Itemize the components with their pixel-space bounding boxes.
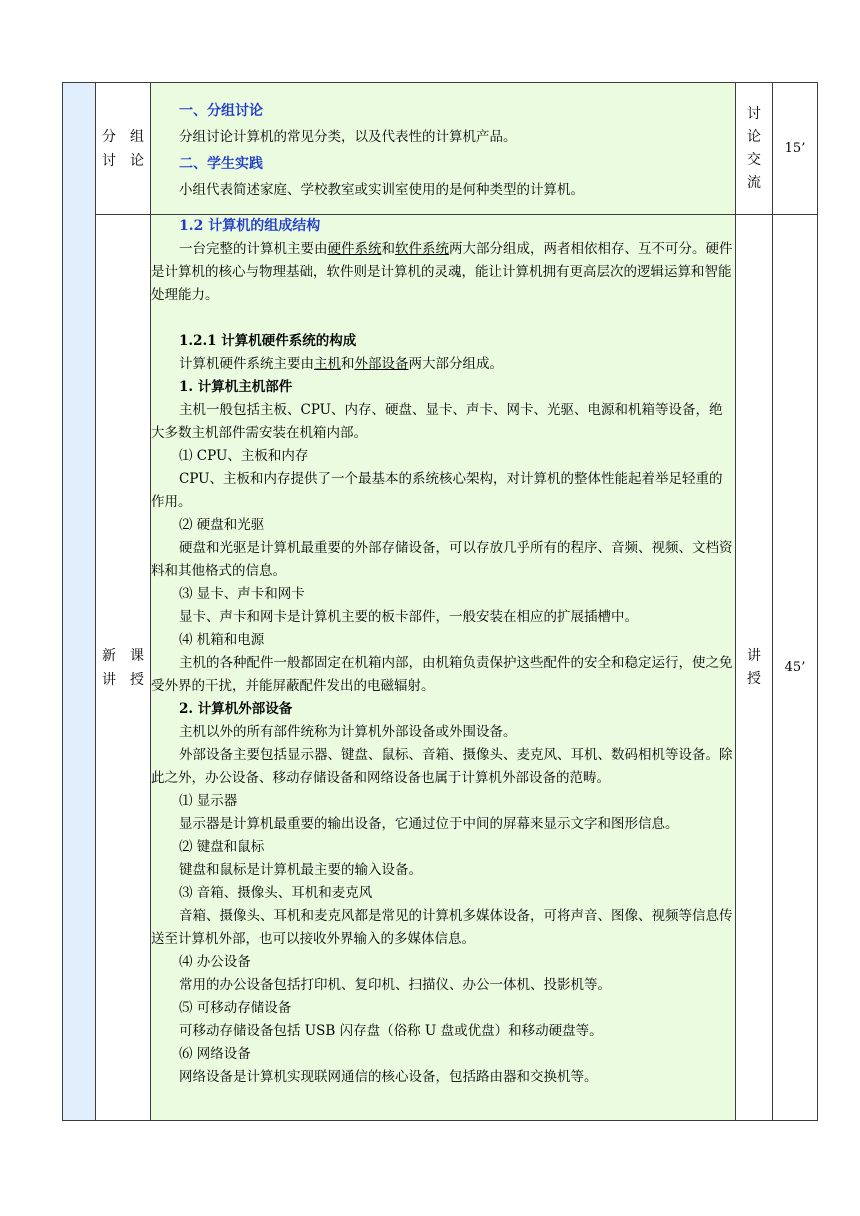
stage-label-line: 讲 授 xyxy=(102,671,144,688)
underlined-term: 外部设备 xyxy=(354,356,409,372)
paragraph: 硬盘和光驱是计算机最重要的外部存储设备，可以存放几乎所有的程序、音频、视频、文档资料和其他格式的信息。 xyxy=(151,540,733,579)
paragraph: 可移动存储设备包括 USB 闪存盘（俗称 U 盘或优盘）和移动硬盘等。 xyxy=(179,1023,603,1039)
part-title: 1. 计算机主机部件 xyxy=(179,379,293,395)
subsection-title: 1.2.1 计算机硬件系统的构成 xyxy=(179,333,357,349)
stage-label-cell xyxy=(96,83,151,215)
stage-label-line: 分 组 xyxy=(102,128,144,145)
item-title: ⑶ 音箱、摄像头、耳机和麦克风 xyxy=(179,885,373,901)
underlined-term: 软件系统 xyxy=(395,241,449,257)
paragraph: 外部设备主要包括显示器、键盘、鼠标、音箱、摄像头、麦克风、耳机、数码相机等设备。除此之外，办公设备、移动存储设备和网络设备也属于计算机外部设备的范畴。 xyxy=(151,747,733,786)
text-run: 两大部分组成，两者相依相存、互不可分。硬件是计算机的核心与物理基础，软件则是计算机的灵魂，能让计算机拥有更高层次的逻辑运算和智能处理能力。 xyxy=(151,241,733,303)
text-run: 计算机硬件系统主要由 xyxy=(179,356,314,372)
method-char: 授 xyxy=(747,670,761,687)
time-cell: 15’ xyxy=(773,83,818,215)
item-title: ⑵ 硬盘和光驱 xyxy=(179,517,265,533)
paragraph: 小组代表简述家庭、学校教室或实训室使用的是何种类型的计算机。 xyxy=(179,181,584,198)
text-run: 两大部分组成。 xyxy=(408,356,503,372)
text-run: 和 xyxy=(341,356,355,372)
paragraph: 主机一般包括主板、CPU、内存、硬盘、显卡、声卡、网卡、光驱、电源和机箱等设备，绝大多数主机部件需安装在机箱内部。 xyxy=(151,402,723,441)
item-title: ⑵ 键盘和鼠标 xyxy=(179,839,265,855)
method-char: 交 xyxy=(747,151,761,168)
paragraph: 常用的办公设备包括打印机、复印机、扫描仪、办公一体机、投影机等。 xyxy=(179,977,611,993)
method-cell xyxy=(736,83,773,215)
paragraph: 键盘和鼠标是计算机最主要的输入设备。 xyxy=(179,862,422,878)
item-title: ⑶ 显卡、声卡和网卡 xyxy=(179,586,305,602)
item-title: ⑸ 可移动存储设备 xyxy=(179,1000,292,1016)
underlined-term: 主机 xyxy=(314,356,341,372)
time-cell: 45’ xyxy=(773,215,818,1121)
content-cell xyxy=(151,83,736,215)
section-heading: 一、分组讨论 xyxy=(179,102,263,119)
text-run: 一台完整的计算机主要由 xyxy=(179,241,328,257)
paragraph: 音箱、摄像头、耳机和麦克风都是常见的计算机多媒体设备，可将声音、图像、视频等信息传送至计算机外部，也可以接收外界输入的多媒体信息。 xyxy=(151,908,733,947)
paragraph xyxy=(151,353,735,376)
stage-label-line: 讨 论 xyxy=(102,152,144,169)
paragraph: 显示器是计算机最重要的输出设备，它通过位于中间的屏幕来显示文字和图形信息。 xyxy=(179,816,679,832)
paragraph: 主机的各种配件一般都固定在机箱内部，由机箱负责保护这些配件的安全和稳定运行，使之免受外界的干扰，并能屏蔽配件发出的电磁辐射。 xyxy=(151,655,733,694)
method-char: 讨 xyxy=(747,105,761,122)
method-char: 讲 xyxy=(747,647,761,664)
lesson-plan-table xyxy=(62,82,818,1121)
method-char: 流 xyxy=(747,174,761,191)
paragraph: 分组讨论计算机的常见分类，以及代表性的计算机产品。 xyxy=(179,128,517,145)
paragraph: CPU、主板和内存提供了一个最基本的系统核心架构，对计算机的整体性能起着举足轻重的作用。 xyxy=(151,471,723,510)
stage-label-line: 新 课 xyxy=(102,647,144,664)
paragraph: 主机以外的所有部件统称为计算机外部设备或外围设备。 xyxy=(179,724,517,740)
intro-paragraph xyxy=(151,238,735,307)
paragraph: 显卡、声卡和网卡是计算机主要的板卡部件，一般安装在相应的扩展插槽中。 xyxy=(179,609,638,625)
section-title: 1.2 计算机的组成结构 xyxy=(179,218,321,234)
stage-label-cell xyxy=(96,215,151,1121)
content-cell xyxy=(151,215,736,1121)
item-title: ⑴ 显示器 xyxy=(179,793,238,809)
underlined-term: 硬件系统 xyxy=(327,241,382,257)
item-title: ⑷ 机箱和电源 xyxy=(179,632,265,648)
method-cell xyxy=(736,215,773,1121)
text-run: 和 xyxy=(381,241,395,257)
item-title: ⑹ 网络设备 xyxy=(179,1046,251,1062)
part-title: 2. 计算机外部设备 xyxy=(179,701,293,717)
section-heading: 二、学生实践 xyxy=(179,155,263,172)
table-row-group-discussion xyxy=(63,83,818,215)
item-title: ⑷ 办公设备 xyxy=(179,954,251,970)
side-strip-cell xyxy=(63,83,96,1121)
spacer xyxy=(151,307,735,330)
item-title: ⑴ CPU、主板和内存 xyxy=(179,448,309,464)
method-char: 论 xyxy=(747,128,761,145)
table-row-new-lesson xyxy=(63,215,818,1121)
paragraph: 网络设备是计算机实现联网通信的核心设备，包括路由器和交换机等。 xyxy=(179,1069,598,1085)
